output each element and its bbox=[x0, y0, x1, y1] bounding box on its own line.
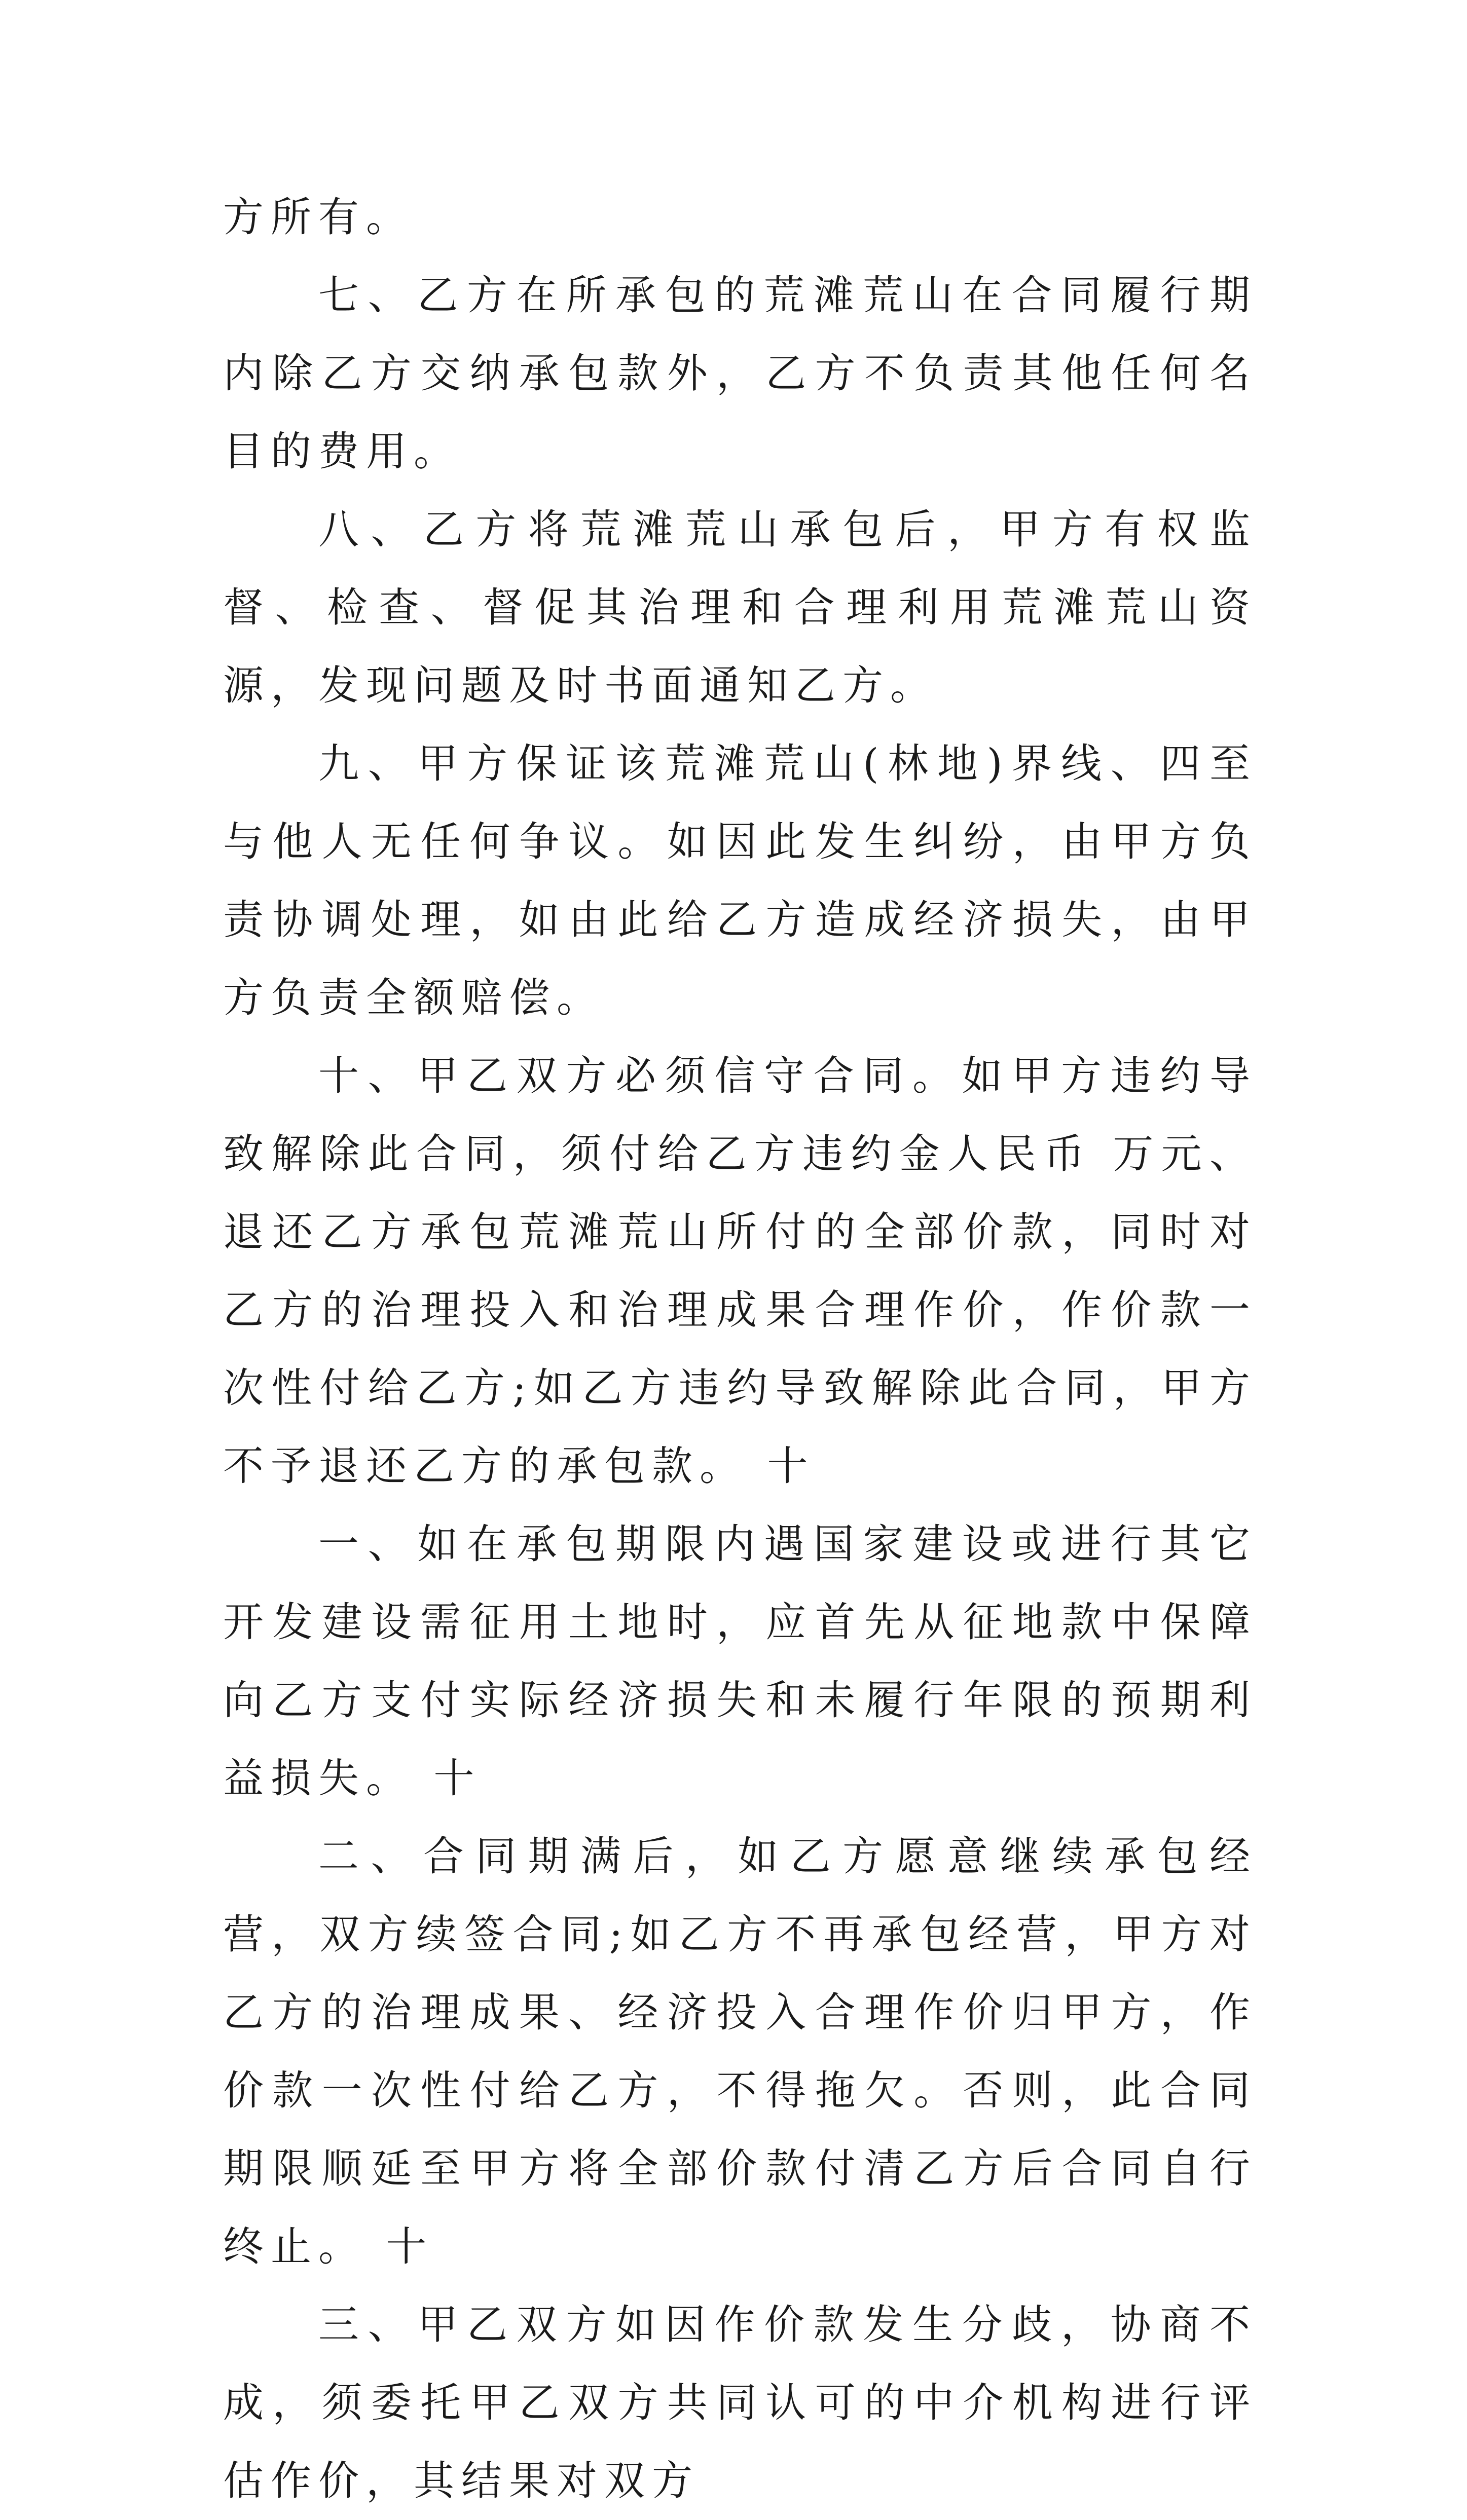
paragraph-clause-11: 一、如在承包期限内遇国家建设或进行其它开发建设需征用土地时，应首先从征地款中保障向乙方支付实际经济损失和未履行年限的预期利益损失。 十 bbox=[223, 1521, 1257, 1802]
paragraph-clause-10: 十、甲乙双方必须信守合同。如甲方违约导致解除此合同，须付给乙方违约金人民币 万元、退还乙方承包荒滩荒山所付的全部价款，同时对乙方的治理投入和治理成果合理作价，作价款一次性付给乙方;如乙方违约导致解除此合同，甲方不予退还乙方的承包款。 十 bbox=[223, 1052, 1257, 1490]
paragraph-clause-12: 二、合同期满后，如乙方愿意继续承包经营，双方续签合同;如乙方不再承包经营，甲方对乙方的治理成果、经济投入合理作价归甲方，作价款一次性付给乙方，不得拖欠。否则，此合同期限顺延至甲方将全部价款付清乙方后合同自行终止。 十 bbox=[223, 1833, 1257, 2270]
contract-body-text bbox=[223, 178, 1257, 2520]
paragraph-clause-9: 九、甲方保证该荒滩荒山(林地)界线、四至与他人无任何争议。如因此发生纠纷，由甲方负责协调处理，如由此给乙方造成经济损失，由甲方负责全额赔偿。 bbox=[223, 740, 1257, 1021]
paragraph-continuation: 方所有。 bbox=[223, 194, 414, 241]
paragraph-clause-7: 七、乙方在所承包的荒滩荒山在合同履行期内除乙方交纳承包款外，乙方不负责其他任何名目的费用。 bbox=[223, 272, 1257, 475]
paragraph-clause-8: 八、乙方将荒滩荒山承包后，甲方有权监督、检查、督促其治理和合理利用荒滩荒山资源，发现问题及时书面通知乙方。 bbox=[223, 506, 1257, 709]
paragraph-clause-13: 三、甲乙双方如因作价款发生分歧，协商不成，须委托甲乙双方共同认可的中介机构进行评估作价，其结果对双方 bbox=[223, 2301, 1257, 2504]
